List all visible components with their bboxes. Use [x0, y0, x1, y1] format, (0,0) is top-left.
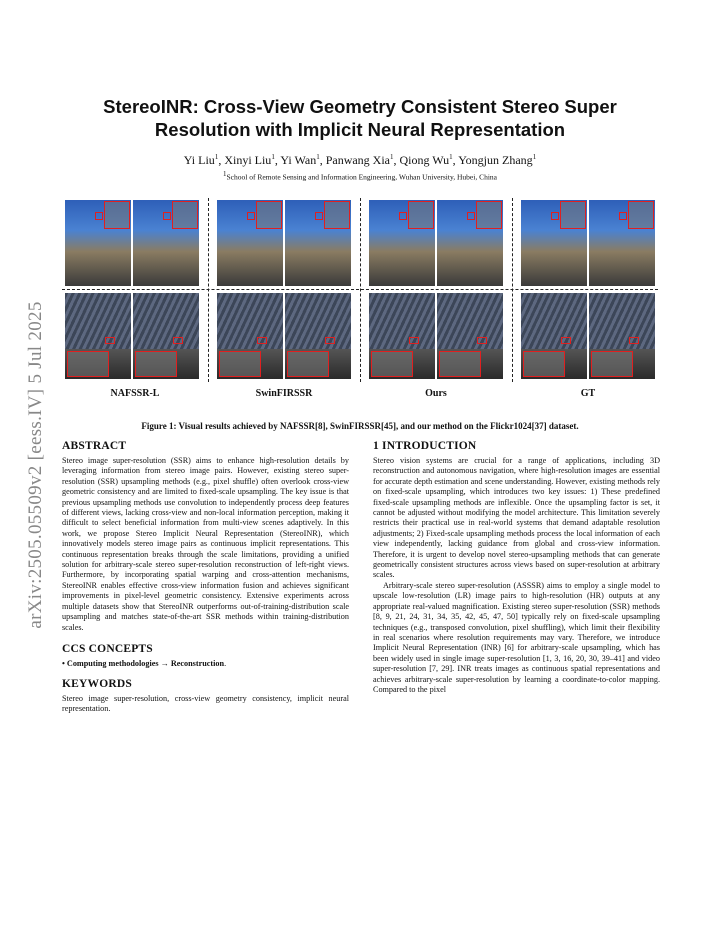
result-image [369, 200, 435, 286]
affiliation: $^1$School of Remote Sensing and Information Engineering, Wuhan University, Hubei, China [223, 170, 497, 182]
zoom-region-box [315, 212, 323, 220]
author: Yi Liu [183, 153, 215, 167]
zoom-inset [287, 351, 329, 377]
zoom-region-box [163, 212, 171, 220]
zoom-inset [371, 351, 413, 377]
abstract-text: Stereo image super-resolution (SSR) aims to enhance high-resolution details by leveraging information from stereo image pairs. However, existing stereo super-resolution (SSR) upsampling methods (e.g., pixel shuffle) often overlook cross-view geometric consistency and are limited to fixed-scale upsampling. The key issue is that previous upsampling methods use convolution to independently process deep features of different views, lacking cross-view and non-local information perception, making it difficult to select beneficial information from multi-view scenes adaptively. In this work, we propose Stereo Implicit Neural Representation (StereoINR), which innovatively models stereo image pairs as continuous implicit representations. This continuous representation breaks through the scale limitations, providing a unified solution for arbitrary-scale stereo super-resolution reconstruction of left-right views. Furthermore, by incorporating spatial warping and cross-attention mechanisms, StereoINR enables effective cross-view information fusion and achieves significant improvements in pixel-level geometric consistency. Extensive experiments across multiple datasets show that StereoINR outperforms out-of-training-distribution scale upsampling and matches state-of-the-art SSR methods within training-distribution scales. [62, 456, 349, 632]
zoom-region-box [95, 212, 103, 220]
result-image [133, 200, 199, 286]
zoom-inset [67, 351, 109, 377]
figure-caption: Figure 1: Visual results achieved by NAFSSR[8], SwinFIRSSR[45], and our method on the Flickr1024[37] dataset. [141, 421, 579, 431]
figure-label: SwinFIRSSR [255, 388, 313, 399]
zoom-region-box [247, 212, 255, 220]
figure-divider [512, 198, 513, 382]
result-image [521, 200, 587, 286]
result-image [437, 293, 503, 379]
author: Panwang Xia [325, 153, 391, 167]
zoom-region-box [105, 337, 115, 344]
result-image [217, 293, 283, 379]
zoom-inset [628, 201, 654, 229]
result-image [65, 200, 131, 286]
result-image [285, 200, 351, 286]
left-column [62, 440, 349, 715]
paper-title: StereoINR: Cross-View Geometry Consistent Stereo Super Resolution with Implicit Neural Representation [103, 96, 617, 140]
zoom-region-box [561, 337, 571, 344]
figure-label: NAFSSR-L [110, 388, 160, 399]
result-image [133, 293, 199, 379]
zoom-region-box [399, 212, 407, 220]
abstract-heading: ABSTRACT [62, 440, 127, 452]
arxiv-stamp: arXiv:2505.05509v2 [eess.IV] 5 Jul 2025 [25, 301, 46, 629]
author-list: Yi Liu$^1$, Xinyi Liu$^1$, Yi Wan$^1$, Panwang Xia$^1$, Qiong Wu$^1$, Yongjun Zhang$^1$ [183, 153, 537, 167]
author: Xinyi Liu [224, 153, 272, 167]
zoom-inset [523, 351, 565, 377]
result-image [369, 293, 435, 379]
zoom-inset [256, 201, 282, 229]
zoom-inset [172, 201, 198, 229]
zoom-region-box [325, 337, 335, 344]
author: Qiong Wu [399, 153, 450, 167]
zoom-region-box [619, 212, 627, 220]
ccs-heading: CCS CONCEPTS [62, 642, 153, 655]
zoom-inset [135, 351, 177, 377]
introduction-paragraph: Stereo vision systems are crucial for a range of applications, including 3D reconstruction and autonomous navigation, where high-resolution images are essential for accurate depth estimation and scene understanding. However, existing methods rely on fixed-scale upsampling, which introduces two key issues: 1) These predefined fixed-scale upsampling methods are inflexible. Once the upsampling factor is set, it cannot be adjusted without modifying the model architecture. This limitation severely restricts their practical use in real-world systems that demand adaptable resolution adjustments; 2) Fixed-scale upsampling methods process the local information of each view independently, lacking guidance from global and cross-view information. Therefore, it is urgent to develop novel stereo-upsampling methods that can generate geometrically consistent structures across views based on super-resolution at arbitrary scales. [373, 456, 660, 580]
result-image [285, 293, 351, 379]
zoom-region-box [551, 212, 559, 220]
zoom-inset [560, 201, 586, 229]
zoom-region-box [173, 337, 183, 344]
introduction-paragraph: Arbitrary-scale stereo super-resolution (ASSSR) aims to employ a single model to upscale low-resolution (LR) image pairs to high-resolution (HR) outputs at any appropriate real-valued magnification. Existing stereo super-resolution (SSR) methods [8, 9, 21, 24, 31, 34, 35, 42, 45, 47, 50] typically rely on fixed-scale upsampling techniques (e.g., transposed convolution, pixel shuffling), which limit their flexibility in real scenarios where resolution requirements may vary. Therefore, we introduce Implicit Neural Representation (INR) [6] for arbitrary-scale upsampling, which has been widely used in single image super-resolution [1, 3, 16, 20, 30, 39–41] and video super-resolution [7, 29]. INR treats images as continuous spatial representations and achieves arbitrary-scale super-resolution by learning a coordinate-to-color mapping. Compared to the pixel [373, 580, 660, 694]
zoom-inset [476, 201, 502, 229]
author: Yongjun Zhang [458, 153, 533, 167]
right-column [373, 440, 660, 695]
keywords-text: Stereo image super-resolution, cross-view geometry consistency, implicit neural representation. [62, 693, 349, 714]
zoom-inset [439, 351, 481, 377]
result-image [589, 293, 655, 379]
zoom-inset [408, 201, 434, 229]
zoom-inset [591, 351, 633, 377]
result-image [65, 293, 131, 379]
zoom-region-box [629, 337, 639, 344]
zoom-region-box [477, 337, 487, 344]
author: Yi Wan [280, 153, 317, 167]
zoom-inset [104, 201, 130, 229]
ccs-item: • Computing methodologies → Reconstruction. [62, 658, 227, 668]
figure-1 [62, 198, 658, 399]
figure-divider [208, 198, 209, 382]
keywords-heading: KEYWORDS [62, 677, 132, 690]
zoom-inset [324, 201, 350, 229]
zoom-inset [219, 351, 261, 377]
zoom-region-box [409, 337, 419, 344]
result-image [217, 200, 283, 286]
figure-label: Ours [425, 388, 447, 399]
result-image [437, 200, 503, 286]
zoom-region-box [257, 337, 267, 344]
introduction-heading: 1 INTRODUCTION [373, 440, 477, 452]
figure-label: GT [580, 388, 596, 399]
figure-divider [360, 198, 361, 382]
result-image [589, 200, 655, 286]
zoom-region-box [467, 212, 475, 220]
result-image [521, 293, 587, 379]
